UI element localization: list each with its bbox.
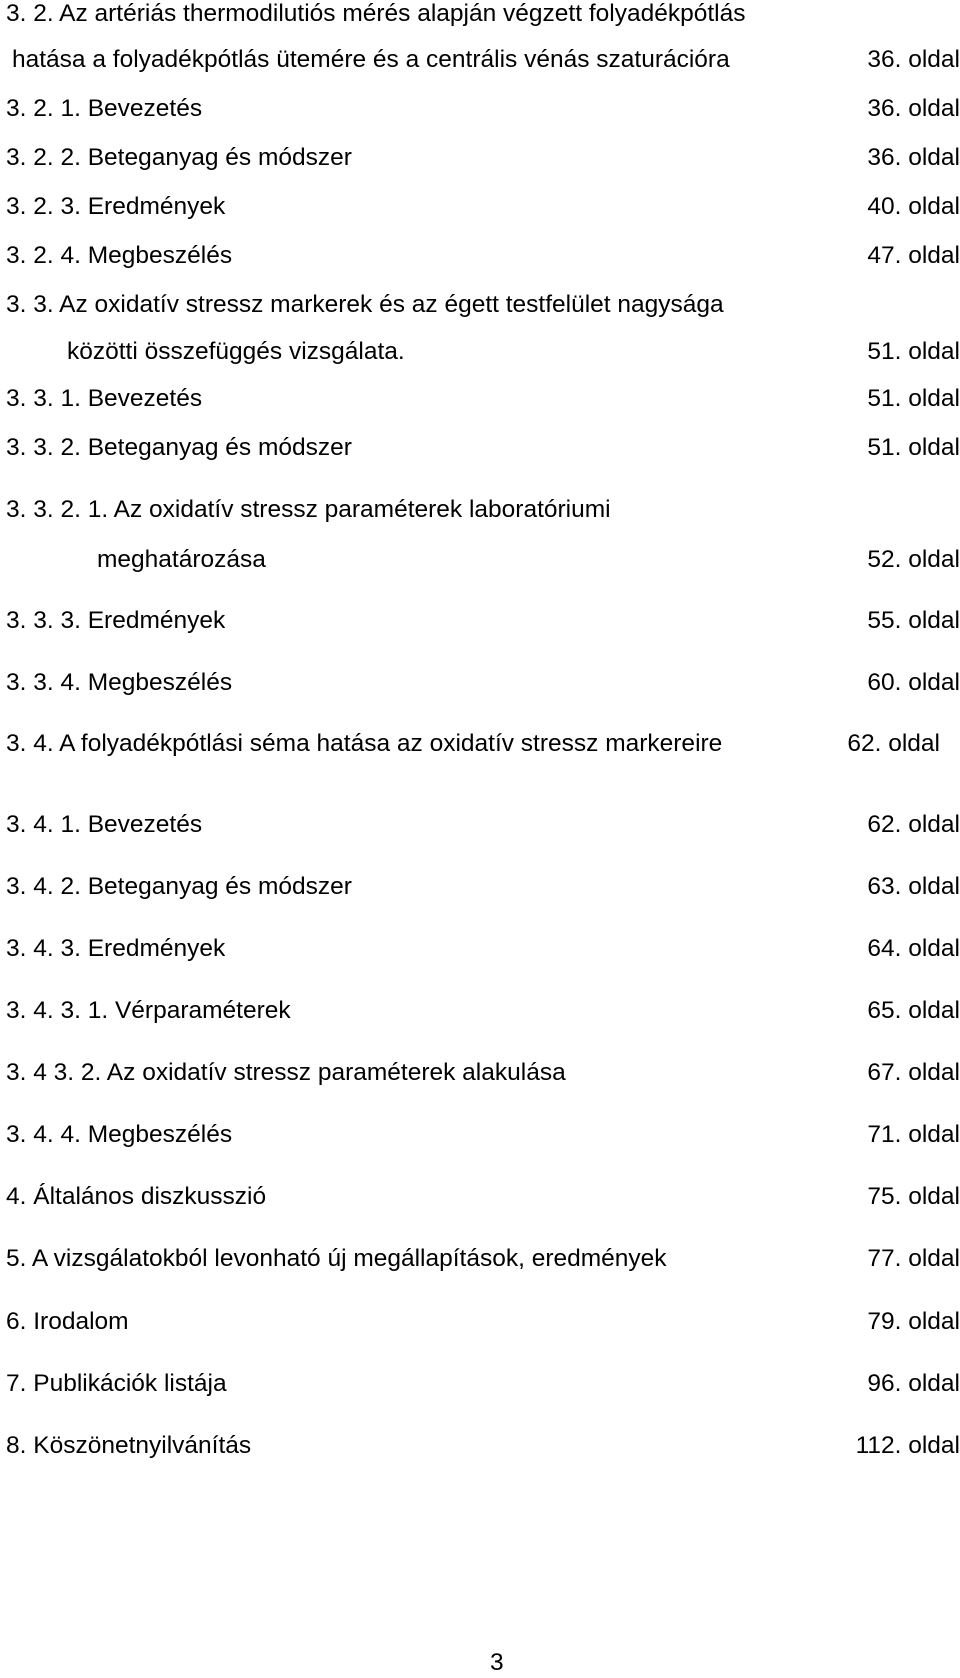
toc-entry bbox=[0, 993, 960, 1029]
toc-entry-title: 3. 3. 1. Bevezetés bbox=[6, 385, 203, 412]
toc-entry bbox=[0, 1241, 960, 1277]
toc-entry bbox=[0, 334, 960, 370]
toc-entry-page: 62. oldal bbox=[867, 811, 960, 838]
toc-entry-page: 77. oldal bbox=[867, 1245, 960, 1272]
toc-entry-title: 3. 4. A folyadékpótlási séma hatása az oxidatív stressz markereire bbox=[6, 730, 723, 757]
toc-entry bbox=[0, 238, 960, 274]
toc-entry-title: 3. 3. 2. Beteganyag és módszer bbox=[6, 434, 352, 461]
toc-entry-page: 36. oldal bbox=[867, 95, 960, 122]
toc-entry bbox=[0, 931, 960, 967]
toc-entry-title: 3. 4. 4. Megbeszélés bbox=[6, 1121, 233, 1148]
toc-entry bbox=[0, 807, 960, 843]
toc-entry-title: 3. 4. 1. Bevezetés bbox=[6, 811, 203, 838]
toc-entry-title: 3. 4. 3. 1. Vérparaméterek bbox=[6, 997, 291, 1024]
toc-entry-title: 3. 2. 3. Eredmények bbox=[6, 193, 226, 220]
toc-entry bbox=[0, 1366, 960, 1402]
toc-entry-page: 62. oldal bbox=[847, 730, 940, 757]
toc-entry-page: 40. oldal bbox=[867, 193, 960, 220]
toc-entry-page: 75. oldal bbox=[867, 1183, 960, 1210]
toc-entry-title: 3. 3. 3. Eredmények bbox=[6, 607, 226, 634]
toc-entry-title: 3. 4. 2. Beteganyag és módszer bbox=[6, 873, 352, 900]
toc-entry bbox=[0, 665, 960, 701]
toc-entry-title: 4. Általános diszkusszió bbox=[6, 1183, 267, 1210]
toc-entry bbox=[0, 91, 960, 127]
toc-entry-page: 63. oldal bbox=[867, 873, 960, 900]
toc-entry bbox=[0, 381, 960, 417]
toc-entry-page: 52. oldal bbox=[867, 546, 960, 573]
toc-entry-title: 3. 2. 4. Megbeszélés bbox=[6, 242, 233, 269]
toc-entry bbox=[0, 492, 960, 528]
toc-entry bbox=[0, 189, 960, 225]
toc-entry-title: 8. Köszönetnyilvánítás bbox=[6, 1432, 252, 1459]
toc-entry-title: 3. 4 3. 2. Az oxidatív stressz paraméterek alakulása bbox=[6, 1059, 566, 1086]
toc-entry bbox=[0, 1117, 960, 1153]
toc-entry bbox=[0, 542, 960, 578]
toc-entry-page: 79. oldal bbox=[867, 1308, 960, 1335]
toc-entry-title: 3. 2. 1. Bevezetés bbox=[6, 95, 203, 122]
toc-entry-title: 3. 3. Az oxidatív stressz markerek és az égett testfelület nagysága bbox=[6, 291, 724, 318]
toc-entry bbox=[0, 1304, 960, 1340]
toc-entry-title: 6. Irodalom bbox=[6, 1308, 129, 1335]
toc-entry-title: 3. 3. 4. Megbeszélés bbox=[6, 669, 233, 696]
toc-entry bbox=[0, 603, 960, 639]
toc-entry-title: 3. 2. 2. Beteganyag és módszer bbox=[6, 144, 352, 171]
page-number-text: 3 bbox=[490, 1649, 504, 1676]
toc-entry-title: 7. Publikációk listája bbox=[6, 1370, 227, 1397]
toc-entry bbox=[0, 42, 960, 78]
toc-entry-page: 112. oldal bbox=[855, 1432, 960, 1459]
toc-entry-page: 51. oldal bbox=[867, 385, 960, 412]
toc-entry-page: 47. oldal bbox=[867, 242, 960, 269]
toc-entry-page: 60. oldal bbox=[867, 669, 960, 696]
toc-entry bbox=[0, 869, 960, 905]
toc-entry bbox=[0, 140, 960, 176]
toc-entry-page: 67. oldal bbox=[867, 1059, 960, 1086]
toc-entry-title: hatása a folyadékpótlás ütemére és a centrális vénás szaturációra bbox=[12, 46, 730, 73]
toc-entry-page: 51. oldal bbox=[867, 338, 960, 365]
toc-entry-page: 55. oldal bbox=[867, 607, 960, 634]
toc-entry-page: 65. oldal bbox=[867, 997, 960, 1024]
toc-entry-title: 3. 3. 2. 1. Az oxidatív stressz paraméterek laboratóriumi bbox=[6, 496, 611, 523]
toc-entry bbox=[0, 1055, 960, 1091]
toc-entry bbox=[0, 726, 960, 762]
toc-entry-page: 71. oldal bbox=[867, 1121, 960, 1148]
toc-entry-page: 36. oldal bbox=[867, 144, 960, 171]
toc-entry-page: 96. oldal bbox=[867, 1370, 960, 1397]
toc-entry bbox=[0, 1179, 960, 1215]
toc-entry bbox=[0, 1428, 960, 1464]
toc-entry bbox=[0, 0, 960, 32]
toc-entry-page: 64. oldal bbox=[867, 935, 960, 962]
toc-entry-title: 5. A vizsgálatokból levonható új megállapítások, eredmények bbox=[6, 1245, 667, 1272]
toc-entry bbox=[0, 430, 960, 466]
toc-entry-page: 51. oldal bbox=[867, 434, 960, 461]
toc-entry-page: 36. oldal bbox=[867, 46, 960, 73]
toc-entry-title: közötti összefüggés vizsgálata. bbox=[67, 338, 405, 365]
toc-entry-title: 3. 4. 3. Eredmények bbox=[6, 935, 226, 962]
toc-entry bbox=[0, 287, 960, 323]
toc-entry-title: meghatározása bbox=[97, 546, 266, 573]
toc-entry-title: 3. 2. Az artériás thermodilutiós mérés alapján végzett folyadékpótlás bbox=[6, 0, 746, 27]
